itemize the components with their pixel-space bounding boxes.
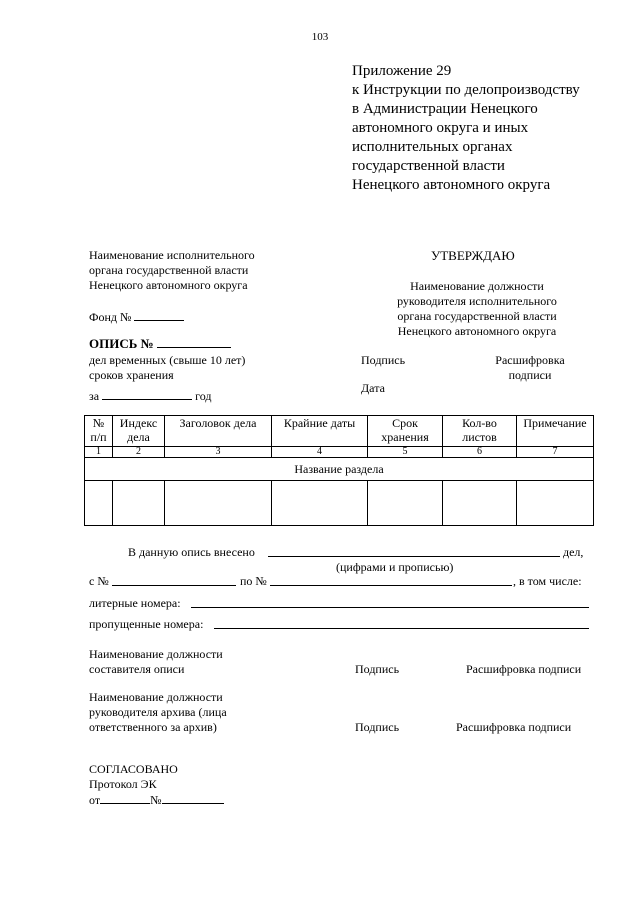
- inventory-subtitle-line: дел временных (свыше 10 лет): [89, 353, 246, 367]
- header-cell: Крайние даты: [272, 416, 368, 447]
- header-cell: Срок хранения: [368, 416, 443, 447]
- from-label: с №: [89, 574, 109, 588]
- approve-decipher: [485, 353, 575, 383]
- including-label: , в том числе:: [513, 574, 582, 588]
- archive-position-line: ответственного за архив): [89, 720, 217, 734]
- table-number-row: [85, 447, 594, 458]
- appendix-block: [352, 62, 580, 195]
- agreed-title: СОГЛАСОВАНО: [89, 762, 178, 776]
- inventory-title: [89, 336, 231, 352]
- header-cell: Кол-во листов: [443, 416, 517, 447]
- included-label: В данную опись внесено: [128, 545, 255, 559]
- column-number: 6: [443, 447, 517, 458]
- to-number-field[interactable]: [270, 585, 512, 586]
- missing-numbers-label: пропущенные номера:: [89, 617, 204, 631]
- approve-signature: Подпись: [361, 353, 406, 367]
- approve-date: Дата: [361, 381, 385, 395]
- year-prefix: за: [89, 389, 100, 403]
- column-number: 4: [272, 447, 368, 458]
- protocol-number-label: №: [150, 793, 162, 807]
- table-header-row: [85, 416, 594, 447]
- approve-position-line: органа государственной власти: [397, 309, 557, 323]
- archive-signature: Подпись: [355, 720, 400, 734]
- appendix-line: Ненецкого автономного округа: [352, 177, 551, 193]
- letter-numbers-label: литерные номера:: [89, 596, 181, 610]
- inventory-title-text: ОПИСЬ №: [89, 336, 154, 351]
- compiler-signature: Подпись: [355, 662, 400, 676]
- section-title-row: [85, 458, 594, 481]
- appendix-line: автономного округа и иных: [352, 120, 529, 136]
- appendix-line: исполнительных органах: [352, 139, 513, 155]
- archive-position-line: руководителя архива (лица: [89, 705, 227, 719]
- appendix-line: к Инструкции по делопроизводству: [352, 82, 580, 98]
- org-name-block: [89, 248, 255, 293]
- column-number: 7: [517, 447, 594, 458]
- header-cell: Индекс дела: [113, 416, 165, 447]
- org-name-line: Наименование исполнительного: [89, 248, 255, 262]
- to-label: по №: [240, 574, 267, 588]
- column-number: 3: [165, 447, 272, 458]
- table-cell[interactable]: [85, 481, 113, 526]
- cases-label: дел,: [563, 545, 584, 559]
- section-title: Название раздела: [85, 458, 594, 481]
- compiler-decipher: Расшифровка подписи: [466, 662, 582, 676]
- header-cell: Заголовок дела: [165, 416, 272, 447]
- from-number-field[interactable]: [112, 585, 236, 586]
- protocol-date-field[interactable]: [100, 792, 150, 804]
- header-cell: № п/п: [85, 416, 113, 447]
- inventory-subtitle-line: сроков хранения: [89, 368, 174, 382]
- archive-position-line: Наименование должности: [89, 690, 223, 704]
- appendix-line: государственной власти: [352, 158, 505, 174]
- table-cell[interactable]: [113, 481, 165, 526]
- missing-numbers-field[interactable]: [214, 628, 589, 629]
- compiler-position: [89, 647, 223, 677]
- protocol-number-field[interactable]: [162, 792, 224, 804]
- header-cell: Примечание: [517, 416, 594, 447]
- approve-position-line: Наименование должности: [410, 279, 544, 293]
- table-cell[interactable]: [517, 481, 594, 526]
- approve-decipher-line: подписи: [508, 368, 552, 382]
- column-number: 1: [85, 447, 113, 458]
- compiler-position-line: Наименование должности: [89, 647, 223, 661]
- protocol-label: Протокол ЭК: [89, 777, 157, 791]
- inventory-number-field[interactable]: [157, 336, 231, 348]
- compiler-position-line: составителя описи: [89, 662, 185, 676]
- digits-note: (цифрами и прописью): [336, 560, 454, 574]
- year-suffix: год: [195, 389, 212, 403]
- fund-number-field[interactable]: [134, 309, 184, 321]
- org-name-line: органа государственной власти: [89, 263, 249, 277]
- appendix-line: Приложение 29: [352, 63, 452, 79]
- inventory-subtitle: [89, 353, 245, 383]
- column-number: 2: [113, 447, 165, 458]
- page-number: 103: [311, 31, 329, 43]
- fund-number: [89, 309, 184, 325]
- org-name-line: Ненецкого автономного округа: [89, 278, 248, 292]
- letter-numbers-field[interactable]: [191, 607, 589, 608]
- protocol-from-label: от: [89, 793, 101, 807]
- approve-decipher-line: Расшифровка: [495, 353, 565, 367]
- appendix-line: в Администрации Ненецкого: [352, 101, 538, 117]
- inventory-table: [84, 415, 594, 526]
- approve-position-line: Ненецкого автономного округа: [397, 324, 557, 338]
- column-number: 5: [368, 447, 443, 458]
- archive-decipher: Расшифровка подписи: [456, 720, 572, 734]
- included-count-field[interactable]: [268, 556, 560, 557]
- agreed-block: [89, 762, 178, 792]
- table-cell[interactable]: [272, 481, 368, 526]
- archive-head-position: [89, 690, 227, 735]
- protocol-date-number: [89, 792, 224, 808]
- fund-label: Фонд №: [89, 310, 132, 324]
- table-cell[interactable]: [368, 481, 443, 526]
- table-cell[interactable]: [443, 481, 517, 526]
- inventory-year: [89, 388, 211, 404]
- approve-position-block: [380, 279, 574, 339]
- year-field[interactable]: [102, 388, 192, 400]
- table-row: [85, 481, 594, 526]
- approve-title: УТВЕРЖДАЮ: [431, 248, 515, 263]
- approve-position-line: руководителя исполнительного: [397, 294, 557, 308]
- table-cell[interactable]: [165, 481, 272, 526]
